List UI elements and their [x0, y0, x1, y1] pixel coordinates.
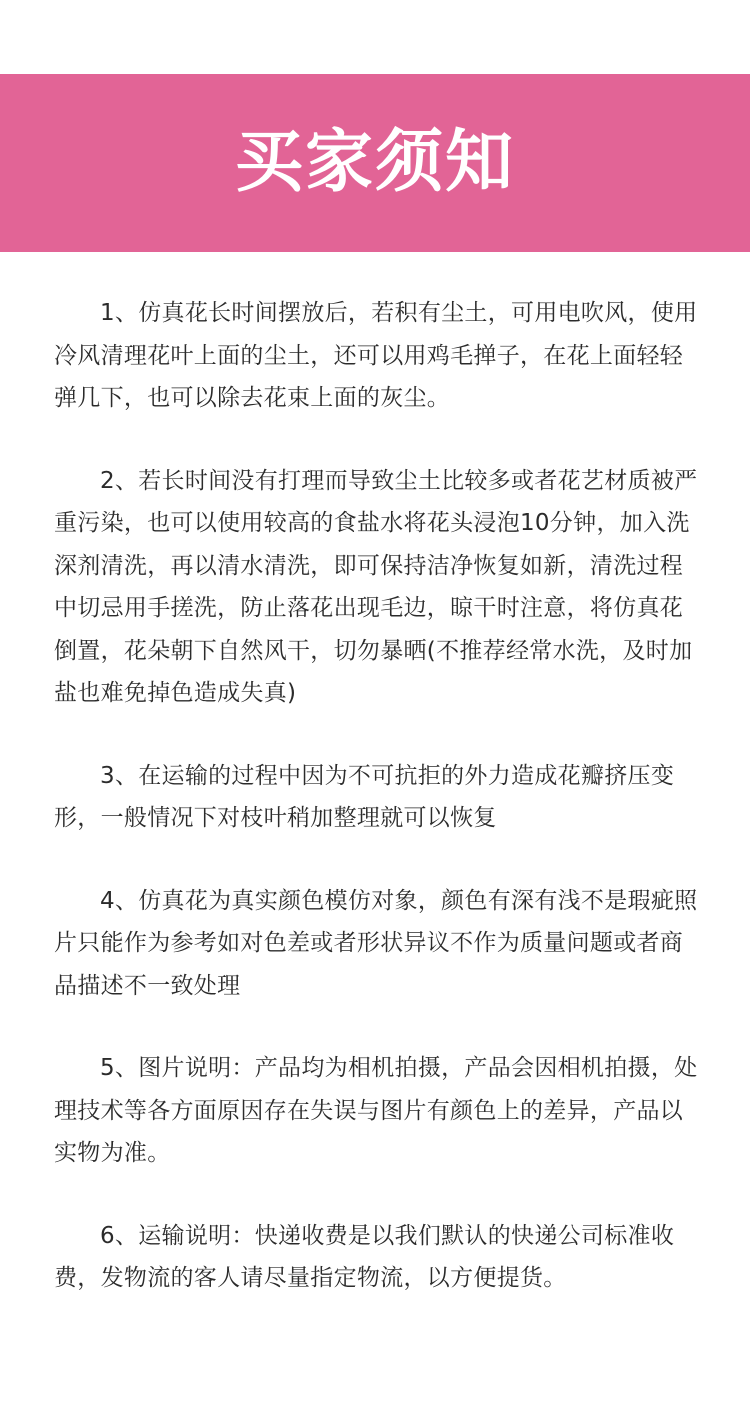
notice-item-4: 4、仿真花为真实颜色模仿对象，颜色有深有浅不是瑕疵照片只能作为参考如对色差或者形状异议不作为质量问题或者商品描述不一致处理: [54, 887, 698, 999]
notice-list: [54, 292, 704, 1340]
notice-item-5: 5、图片说明：产品均为相机拍摄，产品会因相机拍摄，处理技术等各方面原因存在失误与图片有颜色上的差异，产品以实物为准。: [54, 1055, 698, 1166]
title-banner: [0, 74, 750, 252]
notice-item-2: 2、若长时间没有打理而导致尘土比较多或者花艺材质被严重污染，也可以使用较高的食盐水将花头浸泡10分钟，加入洗深剂清洗，再以清水清洗，即可保持洁净恢复如新，清洗过程中切忌用手搓洗，防止落花出现毛边，晾干时注意，将仿真花倒置，花朵朝下自然风干，切勿暴晒(不推荐经常水洗，及时加盐也难免掉色造成失真): [54, 467, 698, 706]
notice-item-1: 1、仿真花长时间摆放后，若积有尘土，可用电吹风，使用冷风清理花叶上面的尘土，还可以用鸡毛掸子，在花上面轻轻弹几下，也可以除去花束上面的灰尘。: [54, 300, 698, 411]
notice-item-6: 6、运输说明：快递收费是以我们默认的快递公司标准收费，发物流的客人请尽量指定物流，以方便提货。: [54, 1222, 675, 1291]
notice-item-3: 3、在运输的过程中因为不可抗拒的外力造成花瓣挤压变形，一般情况下对枝叶稍加整理就可以恢复: [54, 762, 675, 831]
page-title: 买家须知: [234, 123, 515, 202]
